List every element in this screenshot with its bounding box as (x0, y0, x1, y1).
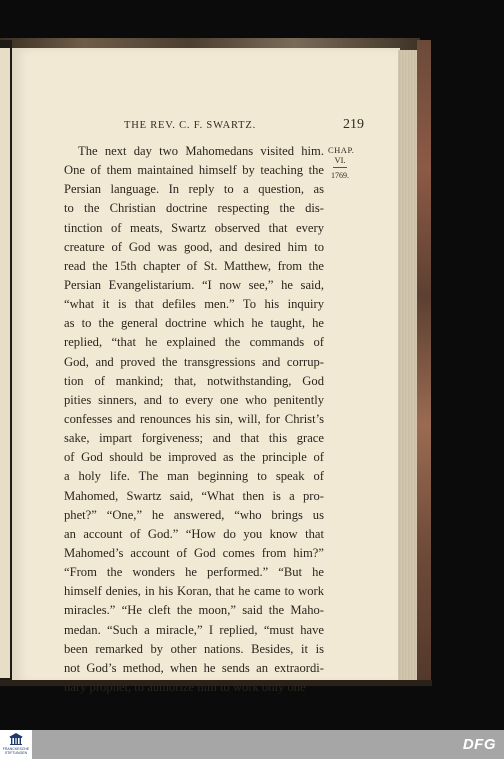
text-line: phet?” “One,” he answered, “who brings us (64, 507, 324, 522)
chapter-number: VI. (334, 155, 346, 165)
margin-year: 1769. (331, 171, 349, 180)
viewer-footer (0, 730, 504, 759)
text-line: Mahomed’s account of God comes from him?” (64, 545, 324, 560)
margin-rule (333, 167, 347, 168)
text-line: creature of God was good, and desired him to (64, 239, 324, 254)
chapter-label: CHAP. (328, 145, 355, 155)
text-line: of God should be improved as the principle of (64, 450, 324, 465)
text-line: a holy life. The man beginning to speak of (64, 469, 324, 484)
text-line: God, and proved the transgressions and corrup- (64, 354, 324, 369)
facing-page-edge (0, 48, 10, 678)
text-line: an account of God.” “How do you know that (64, 526, 324, 541)
text-line: not God’s method, when he sends an extraordi- (64, 660, 324, 675)
page-number: 219 (343, 117, 364, 132)
page-header (124, 117, 364, 136)
text-line: miracles.” “He cleft the moon,” said the Maho- (64, 603, 324, 618)
text-line: Persian Evangelistarium. “I now see,” he said, (64, 277, 324, 292)
text-line: One of them maintained himself by teaching the (64, 163, 324, 178)
text-line: “From the wonders he performed.” “But he (64, 565, 324, 580)
text-line: nary prophet, to authorize him to work only one (64, 679, 306, 694)
text-line: read the 15th chapter of St. Matthew, from the (64, 258, 324, 273)
logo-text: FRANCKESCHE STIFTUNGEN (2, 747, 30, 755)
margin-note (328, 145, 355, 180)
text-line: himself denies, in his Koran, that he came to work (64, 584, 324, 599)
text-line: tion of mankind; that, notwithstanding, God (64, 373, 324, 388)
text-line: medan. “Such a miracle,” I replied, “must have (64, 622, 324, 637)
body-text (64, 142, 324, 697)
institution-logo[interactable] (0, 730, 32, 759)
text-line: The next day two Mahomedans visited him. (78, 144, 324, 158)
text-line: pities sinners, and to every one who penitently (64, 392, 324, 407)
building-icon (9, 733, 23, 745)
text-line: confesses and renounces his sin, will, for Christ’s (64, 411, 324, 426)
text-line: sake, impart forgiveness; and that this grace (64, 431, 324, 446)
text-line: Persian language. In reply to a question, as (64, 182, 324, 197)
text-line: “what it is that defiles men.” To his inquiry (64, 297, 324, 312)
book-cover-right-edge (417, 40, 431, 682)
text-line: to the Christian doctrine respecting the dis- (64, 201, 324, 216)
text-line: Mahomed, Swartz said, “What then is a pro- (64, 488, 324, 503)
running-title: THE REV. C. F. SWARTZ. (124, 120, 257, 131)
text-line: tinction of meats, Swartz observed that every (64, 220, 324, 235)
text-line: as to the general doctrine which he taught, he (64, 316, 324, 331)
page-fore-edge (398, 50, 418, 682)
dfg-logo[interactable]: DFG (462, 736, 496, 753)
text-line: replied, “that he explained the commands of (64, 335, 324, 350)
text-line: been remarked by other nations. Besides, it is (64, 641, 324, 656)
